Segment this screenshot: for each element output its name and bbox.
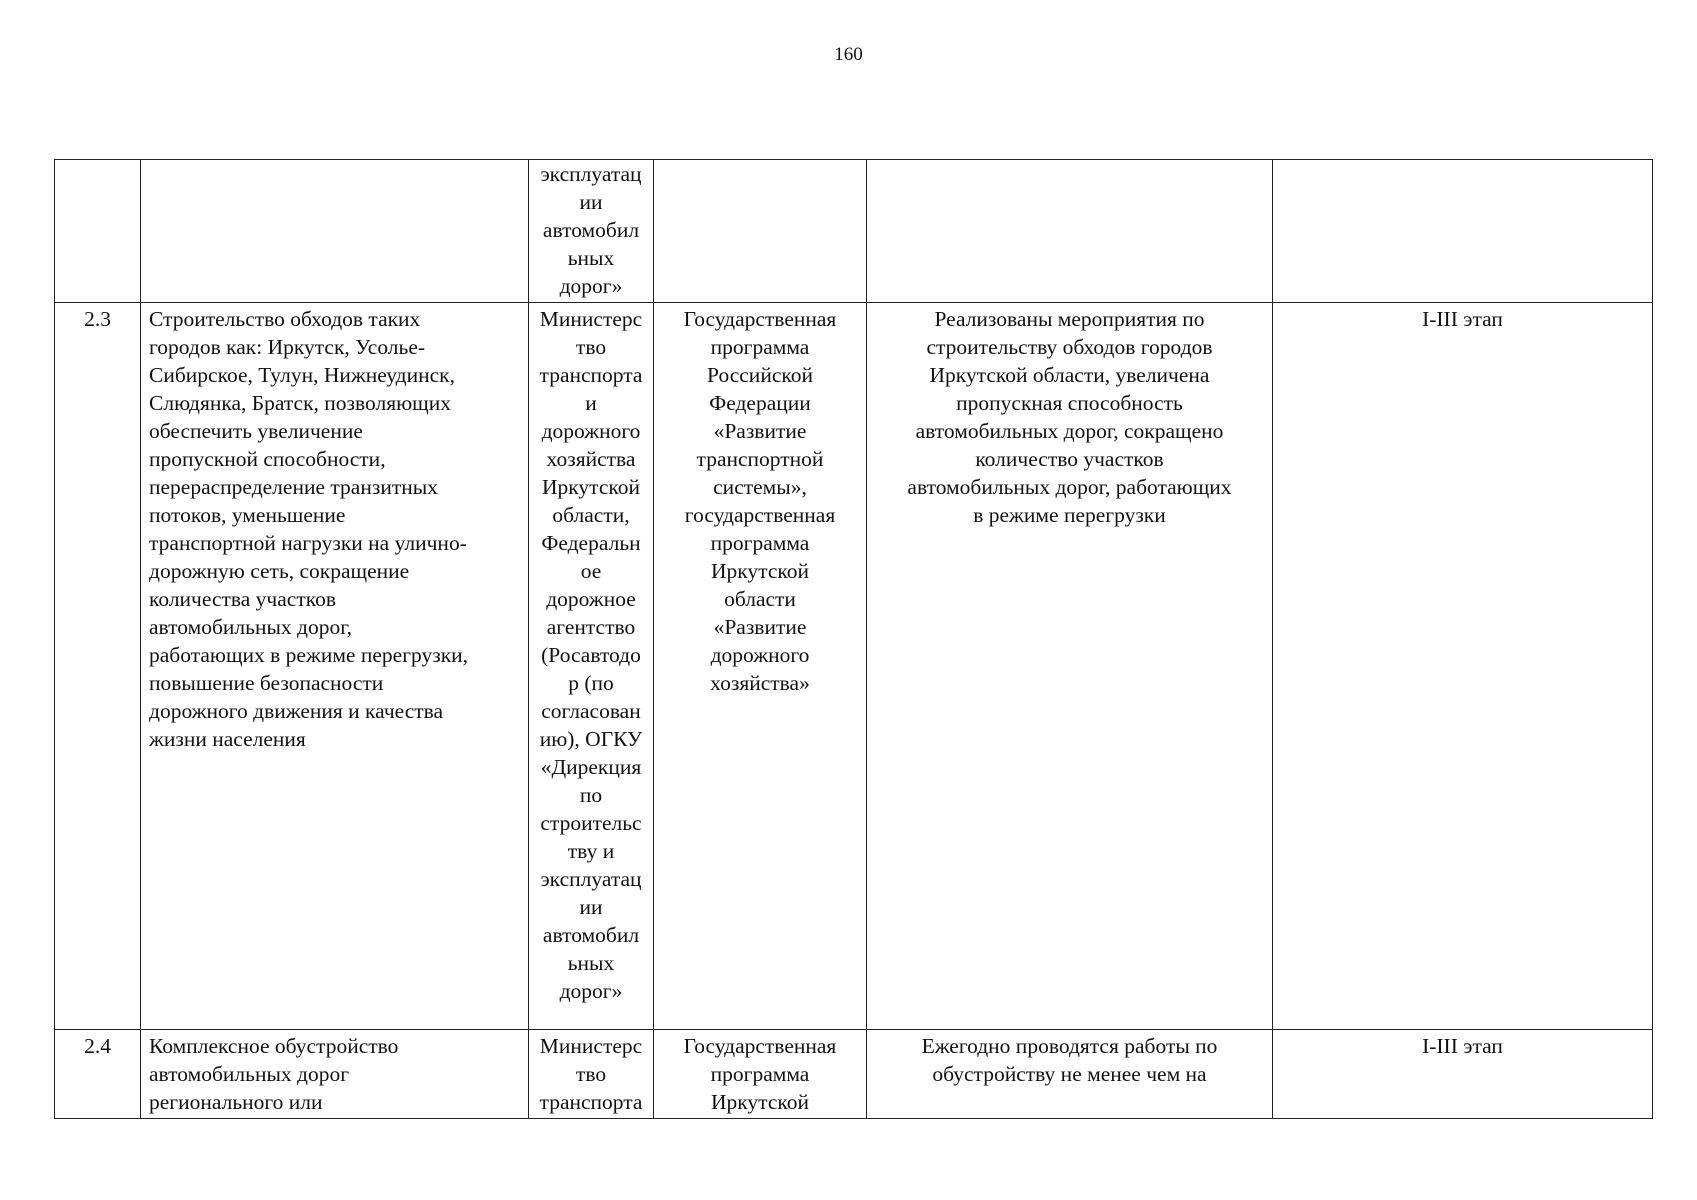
cell-description	[141, 1030, 529, 1119]
cell-text-line: пропускная способность	[956, 391, 1183, 415]
cell-result	[867, 1030, 1273, 1119]
cell-text-line: согласован	[541, 699, 641, 723]
cell-text-line: Министерс	[539, 1034, 643, 1058]
cell-text-line: «Дирекция	[540, 755, 642, 779]
cell-text-line: ии	[579, 895, 603, 919]
cell-text-line: государственная	[684, 503, 836, 527]
cell-num: 2.4	[55, 1030, 141, 1119]
cell-text-line: Слюдянка, Братск, позволяющих	[149, 391, 451, 415]
cell-text-line: автомобильных дорог,	[149, 615, 352, 639]
cell-text-line: программа	[710, 1062, 810, 1086]
cell-num	[55, 160, 141, 303]
cell-text-line: эксплуатац	[540, 867, 642, 891]
cell-text-line: потоков, уменьшение	[149, 503, 346, 527]
cell-text-line: автомобил	[542, 218, 640, 242]
cell-text-line: ии	[579, 190, 603, 214]
cell-text-line: дорожного	[541, 419, 641, 443]
measures-table	[54, 159, 1653, 1119]
cell-text-line: Строительство обходов таких	[149, 307, 421, 331]
cell-result	[867, 303, 1273, 1030]
cell-text-line: ию), ОГКУ	[539, 727, 643, 751]
cell-text-line: Иркутской	[711, 1090, 809, 1114]
cell-text-line: автомобильных дорог	[149, 1062, 350, 1086]
cell-text-line: транспорта	[539, 363, 643, 387]
cell-text-line: Государственная	[683, 307, 837, 331]
cell-text-line: Иркутской области, увеличена	[929, 363, 1210, 387]
cell-text-line: количество участков	[975, 447, 1164, 471]
cell-program	[654, 1030, 867, 1119]
cell-text-line: области	[724, 587, 796, 611]
cell-text-line: хозяйства»	[710, 671, 810, 695]
cell-program	[654, 160, 867, 303]
cell-text-line: транспорта	[539, 1090, 643, 1114]
cell-text-line: Федерации	[709, 391, 811, 415]
cell-text-line: автомобильных дорог, сокращено	[915, 419, 1224, 443]
cell-text-line: дорожное	[546, 587, 636, 611]
cell-text-line: регионального или	[149, 1090, 323, 1114]
cell-text-line: обустройству не менее чем на	[932, 1062, 1207, 1086]
cell-text-line: системы»,	[713, 475, 807, 499]
cell-text-line: области,	[552, 503, 630, 527]
cell-text-line: Ежегодно проводятся работы по	[921, 1034, 1218, 1058]
cell-text-line: «Развитие	[713, 615, 807, 639]
cell-text-line: транспортной нагрузки на улично-	[149, 531, 467, 555]
cell-text-line: повышение безопасности	[149, 671, 384, 695]
cell-text-line: автомобил	[542, 923, 640, 947]
cell-result	[867, 160, 1273, 303]
cell-responsible	[529, 303, 654, 1030]
cell-num: 2.3	[55, 303, 141, 1030]
cell-text-line: Министерс	[539, 307, 643, 331]
cell-stage	[1273, 160, 1653, 303]
cell-text-line: агентство	[546, 615, 636, 639]
cell-text-line: и	[585, 391, 597, 415]
table-row-continuation	[55, 160, 1653, 303]
cell-text-line: эксплуатац	[540, 162, 642, 186]
cell-text-line: транспортной	[696, 447, 824, 471]
cell-responsible	[529, 1030, 654, 1119]
cell-text-line: Реализованы мероприятия по	[934, 307, 1205, 331]
cell-description	[141, 160, 529, 303]
cell-text-line: Федеральн	[541, 531, 641, 555]
cell-text-line: дорожного движения и качества	[149, 699, 444, 723]
cell-text-line: Комплексное обустройство	[149, 1034, 399, 1058]
cell-program	[654, 303, 867, 1030]
cell-text-line: Иркутской	[711, 559, 809, 583]
cell-text-line: Российской	[707, 363, 813, 387]
table-row-2-3	[55, 303, 1653, 1030]
cell-stage: I-III этап	[1273, 1030, 1653, 1119]
cell-text-line: работающих в режиме перегрузки,	[149, 643, 469, 667]
cell-stage: I-III этап	[1273, 303, 1653, 1030]
cell-text-line: ьных	[567, 951, 615, 975]
cell-text-line: по	[579, 783, 603, 807]
cell-text-line: дорог»	[559, 274, 623, 298]
cell-text-line: программа	[710, 531, 810, 555]
cell-text-line: автомобильных дорог, работающих	[907, 475, 1232, 499]
cell-text-line: Иркутской	[542, 475, 640, 499]
cell-text-line: перераспределение транзитных	[149, 475, 438, 499]
cell-responsible	[529, 160, 654, 303]
cell-text-line: тву и	[567, 839, 615, 863]
cell-text-line: городов как: Иркутск, Усолье-	[149, 335, 426, 359]
cell-text-line: пропускной способности,	[149, 447, 386, 471]
cell-text-line: Сибирское, Тулун, Нижнеудинск,	[149, 363, 455, 387]
cell-text-line: ое	[580, 559, 602, 583]
cell-text-line: строительс	[540, 811, 642, 835]
cell-text-line: тво	[575, 335, 607, 359]
cell-description	[141, 303, 529, 1030]
cell-text-line: жизни населения	[149, 727, 306, 751]
cell-text-line: программа	[710, 335, 810, 359]
page-number: 160	[834, 44, 863, 65]
cell-text-line: хозяйства	[546, 447, 636, 471]
cell-text-line: в режиме перегрузки	[973, 503, 1166, 527]
cell-text-line: строительству обходов городов	[926, 335, 1213, 359]
cell-text-line: дорог»	[559, 979, 623, 1003]
cell-text-line: тво	[575, 1062, 607, 1086]
cell-text-line: дорожную сеть, сокращение	[149, 559, 410, 583]
cell-text-line: р (по	[568, 671, 614, 695]
cell-text-line: дорожного	[710, 643, 810, 667]
cell-text-line: ьных	[567, 246, 615, 270]
cell-text-line: Государственная	[683, 1034, 837, 1058]
cell-text-line: «Развитие	[713, 419, 807, 443]
cell-text-line: количества участков	[149, 587, 336, 611]
cell-text-line: (Росавтодо	[541, 643, 641, 667]
table-row-2-4	[55, 1030, 1653, 1119]
cell-text-line: обеспечить увеличение	[149, 419, 363, 443]
